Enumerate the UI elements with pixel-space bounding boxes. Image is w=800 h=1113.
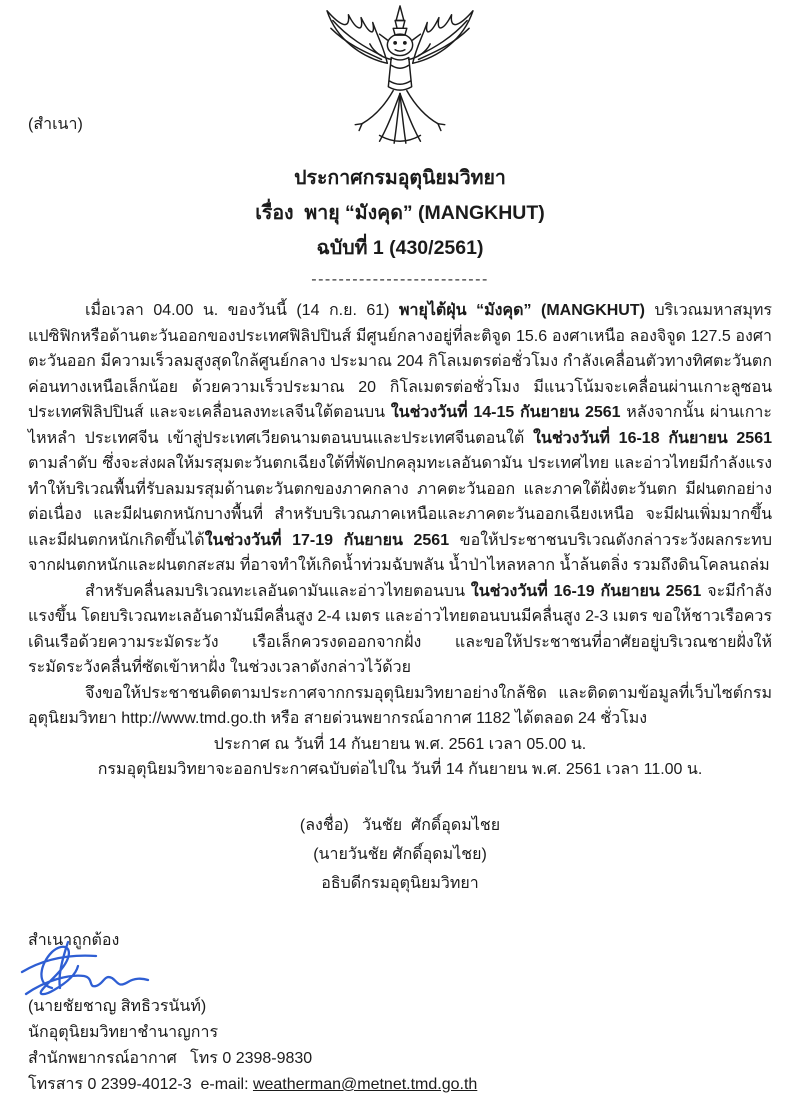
signatory-block <box>0 811 800 898</box>
p2-date-range: ในช่วงวันที่ 16-19 กันยายน 2561 <box>470 582 708 600</box>
p1-position-details: บริเวณมหาสมุทรแปซิฟิกหรือด้านตะวันออกของประเทศฟิลิปปินส์ มีศูนย์กลางอยู่ที่ละติจูด 15.6 องศาเหนือ ลองจิจูด 127.5 องศาตะวันออก มีความเร็วลมสูงสุดใกล้ศูนย์กลาง ประมาณ 204 กิโลเมตรต่อชั่วโมง กำลังเคลื่อนตัวทางทิศตะวันตกค่อนทางเหนือเล็กน้อย ด้วยความเร็วประมาณ 20 กิโลเมตรต่อชั่วโมง มีแนวโน้มจะเคลื่อนผ่านเกาะลูซอน ประเทศฟิลิปปินส์ และจะเคลื่อนลงทะเลจีนใต้ตอนบน <box>28 302 773 421</box>
announcement-date-line: ประกาศ ณ วันที่ 14 กันยายน พ.ศ. 2561 เวลา 05.00 น. <box>213 735 587 753</box>
p1-warning: ขอให้ประชาชนบริเวณดังกล่าวระวังผลกระทบจากฝนตกหนักและฝนตกสะสม ที่อาจทำให้เกิดน้ำท่วมฉับพลัน น้ำป่าไหลหลาก น้ำล้นตลิ่ง รวมถึงดินโคลนถล่ม <box>28 531 772 574</box>
paragraph-storm-status <box>28 298 772 579</box>
paragraph-sea-waves <box>28 579 772 681</box>
fax-email-line <box>28 1072 477 1098</box>
certified-copy-label: สำเนาถูกต้อง <box>28 932 120 949</box>
p1-date-range-3: ในช่วงวันที่ 17-19 กันยายน 2561 <box>204 531 460 549</box>
signatory-name: (นายวันชัย ศักดิ์อุดมไชย) <box>313 845 487 863</box>
p2-intro: สำหรับคลื่นลมบริเวณทะเลอันดามันและอ่าวไทยตอนบน <box>85 582 471 600</box>
office-phone-line: สำนักพยากรณ์อากาศ โทร 0 2398-9830 <box>28 1050 313 1067</box>
p2-wave-warning: จะมีกำลังแรงขึ้น โดยบริเวณทะเลอันดามันมีคลื่นสูง 2-4 เมตร และอ่าวไทยตอนบนมีคลื่นสูง 2-3 เมตร ขอให้ชาวเรือควรเดินเรือด้วยความระมัดระวัง เรือเล็กควรงดออกจากฝั่ง และขอให้ประชาชนที่อาศัยอยู่บริเวณชายฝั่งให้ระมัดระวังคลื่นที่ซัดเข้าหาฝั่ง ในช่วงเวลาดังกล่าวไว้ด้วย <box>28 582 772 676</box>
p1-date-range-2: ในช่วงวันที่ 16-18 กันยายน 2561 <box>533 429 772 447</box>
fax-number: โทรสาร 0 2399-4012-3 e-mail: <box>28 1076 253 1093</box>
certification-block <box>28 928 477 1098</box>
p1-track-details: หลังจากนั้น ผ่านเกาะไหหลำ ประเทศจีน เข้าสู่ประเทศเวียดนามตอนบนและประเทศจีนตอนใต้ <box>28 404 773 447</box>
signatory-position: อธิบดีกรมอุตุนิยมวิทยา <box>321 874 479 892</box>
certifier-position: นักอุตุนิยมวิทยาชำนาญการ <box>28 1024 219 1041</box>
copy-label: (สำเนา) <box>28 116 83 133</box>
signed-by-line: (ลงชื่อ) วันชัย ศักดิ์อุดมไชย <box>299 816 501 834</box>
p1-monsoon-effects: ตามลำดับ ซึ่งจะส่งผลให้มรสุมตะวันตกเฉียงใต้ที่พัดปกคลุมทะเลอันดามัน ประเทศไทย และอ่าวไทยมีกำลังแรง ทำให้บริเวณพื้นที่รับลมมรสุมด้านตะวันตกของภาคกลาง ภาคตะวันออก และภาคใต้ฝั่งตะวันตก มีฝนตกอย่างต่อเนื่อง และมีฝนตกหนักบางพื้นที่ สำหรับบริเวณภาคเหนือและภาคตะวันออกเฉียงเหนือ จะมีฝนเพิ่มมากขึ้นและมีฝนตกหนักเกิดขึ้นได้ <box>28 455 772 549</box>
title-block <box>0 161 800 290</box>
p1-storm-name: พายุไต้ฝุ่น “มังคุด” (MANGKHUT) <box>398 302 655 319</box>
p1-date-range-1: ในช่วงวันที่ 14-15 กันยายน 2561 <box>390 404 627 421</box>
document-title: ประกาศกรมอุตุนิยมวิทยา <box>294 167 506 189</box>
email-link[interactable]: weatherman@metnet.tmd.go.th <box>252 1076 478 1093</box>
next-issue-line: กรมอุตุนิยมวิทยาจะออกประกาศฉบับต่อไปใน วันที่ 14 กันยายน พ.ศ. 2561 เวลา 11.00 น. <box>97 761 703 778</box>
emblem-area <box>0 0 800 153</box>
certifier-name: (นายชัยชาญ สิทธิวรนันท์) <box>28 998 207 1015</box>
paragraph-follow-updates: จึงขอให้ประชาชนติดตามประกาศจากกรมอุตุนิยมวิทยาอย่างใกล้ชิด และติดตามข้อมูลที่เว็บไซต์กรมอุตุนิยมวิทยา http://www.tmd.go.th หรือ สายด่วนพยากรณ์อากาศ 1182 ได้ตลอด 24 ชั่วโมง <box>28 684 772 727</box>
body-content <box>28 298 772 783</box>
dashed-separator: -------------------------- <box>311 271 489 288</box>
issue-number: ฉบับที่ 1 (430/2561) <box>316 237 484 259</box>
subject-line: เรื่อง พายุ “มังคุด” (MANGKHUT) <box>255 202 545 224</box>
p1-time-intro: เมื่อเวลา 04.00 น. ของวันนี้ (14 ก.ย. 61) <box>85 302 399 319</box>
garuda-emblem-icon <box>316 3 484 149</box>
